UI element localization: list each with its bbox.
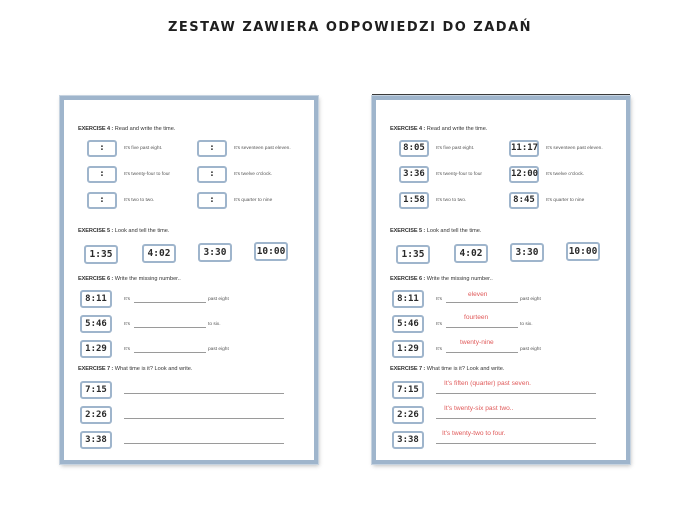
answer-line [124,418,284,419]
phrase: It's seventeen past eleven. [546,146,603,151]
time-box: 7:15 [392,381,424,399]
time-box: 8:11 [80,290,112,308]
answer-line [446,327,518,328]
prefix: It's [436,297,442,302]
phrase: It's five past eight. [436,146,475,151]
time-box-blank: : [87,192,117,209]
time-box: 5:46 [80,315,112,333]
time-box-answer: 8:45 [509,192,539,209]
answer-text: eleven [468,291,488,298]
clock-time: 3:30 [198,243,232,262]
time-box: 3:38 [392,431,424,449]
clock-time: 4:02 [454,244,488,263]
answer-line [446,352,518,353]
time-box: 3:38 [80,431,112,449]
phrase: It's five past eight. [124,146,163,151]
time-box: 8:11 [392,290,424,308]
exercise-6-title: EXERCISE 6 : Write the missing number.. [78,276,181,282]
answer-line [436,443,596,444]
time-box: 2:26 [392,406,424,424]
clock-time: 3:30 [510,243,544,262]
exercise-5-title: EXERCISE 5 : Look and tell the time. [390,228,482,234]
answer-line [134,302,206,303]
suffix: to six. [520,322,533,327]
prefix: It's [124,322,130,327]
time-box-answer: 12:00 [509,166,539,183]
time-box-answer: 3:36 [399,166,429,183]
phrase: It's quarter to nine [234,198,273,203]
clock-time: 10:00 [254,242,288,261]
answer-text: It's twenty-two to four. [442,430,506,437]
time-box-blank: : [197,192,227,209]
answer-line [436,418,596,419]
exercise-7-title: EXERCISE 7 : What time is it? Look and write. [390,366,505,372]
phrase: It's twenty-four to four [436,172,482,177]
suffix: past eight [208,297,229,302]
time-box: 1:29 [80,340,112,358]
suffix: past eight [520,297,541,302]
prefix: It's [124,347,130,352]
answer-line [134,327,206,328]
time-box: 5:46 [392,315,424,333]
time-box-blank: : [197,166,227,183]
answer-text: twenty-nine [460,339,494,346]
suffix: past eight [520,347,541,352]
time-box-answer: 11:17 [509,140,539,157]
time-box-answer: 1:58 [399,192,429,209]
answer-line [124,393,284,394]
answer-line [124,443,284,444]
phrase: It's two to two. [124,198,155,203]
time-box-answer: 8:05 [399,140,429,157]
worksheet-answers [372,96,630,464]
prefix: It's [436,322,442,327]
clock-time: 1:35 [396,245,430,264]
suffix: past eight [208,347,229,352]
exercise-5-title: EXERCISE 5 : Look and tell the time. [78,228,170,234]
time-box: 2:26 [80,406,112,424]
answer-text: It's twenty-six past two.. [444,405,514,412]
time-box-blank: : [197,140,227,157]
answer-text: fourteen [464,314,489,321]
exercise-4-title: EXERCISE 4 : Read and write the time. [78,126,176,132]
phrase: It's quarter to nine [546,198,585,203]
phrase: It's twelve o'clock. [546,172,585,177]
clock-time: 1:35 [84,245,118,264]
prefix: It's [124,297,130,302]
page-headline: ZESTAW ZAWIERA ODPOWIEDZI DO ZADAŃ [167,20,533,35]
exercise-7-title: EXERCISE 7 : What time is it? Look and write. [78,366,193,372]
clock-time: 4:02 [142,244,176,263]
exercise-4-title: EXERCISE 4 : Read and write the time. [390,126,488,132]
exercise-6-title: EXERCISE 6 : Write the missing number.. [390,276,493,282]
phrase: It's seventeen past eleven. [234,146,291,151]
time-box: 1:29 [392,340,424,358]
worksheet-blank [60,96,318,464]
time-box-blank: : [87,140,117,157]
prefix: It's [436,347,442,352]
time-box: 7:15 [80,381,112,399]
answer-line [436,393,596,394]
clock-time: 10:00 [566,242,600,261]
time-box-blank: : [87,166,117,183]
answer-line [134,352,206,353]
answer-text: It's fiften (quarter) past seven. [444,380,532,387]
phrase: It's twenty-four to four [124,172,170,177]
answer-line [446,302,518,303]
phrase: It's twelve o'clock. [234,172,273,177]
suffix: to six. [208,322,221,327]
phrase: It's two to two. [436,198,467,203]
